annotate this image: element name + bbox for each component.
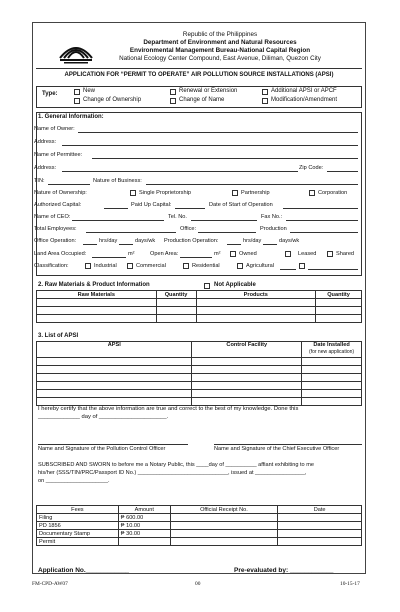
fee-amount: ₱ 600.00	[118, 514, 170, 522]
owned-checkbox[interactable]	[230, 251, 236, 257]
type-change-ownership-checkbox[interactable]	[74, 98, 80, 104]
agricultural-field[interactable]	[280, 269, 296, 270]
fees-col-fees: Fees	[37, 506, 119, 514]
fee-name: Documentary Stamp	[37, 530, 119, 538]
type-change-ownership-label: Change of Ownership	[83, 97, 142, 103]
auth-capital-label: Authorized Capital:	[34, 202, 82, 208]
address2-row	[34, 164, 56, 173]
table-row	[37, 538, 362, 546]
pco-signature-label: Name and Signature of the Pollution Control Officer	[38, 446, 166, 452]
ceo-signature-label: Name and Signature of the Chief Executive Officer	[214, 446, 340, 452]
prod-days-field[interactable]	[263, 244, 277, 245]
land-area-label: Land Area Occupied:	[34, 251, 87, 257]
paid-capital-field[interactable]	[175, 208, 205, 209]
table-row	[37, 514, 362, 522]
auth-capital-field[interactable]	[104, 208, 128, 209]
capital-row	[34, 201, 81, 210]
office-field[interactable]	[198, 232, 256, 233]
land-area-unit: m²	[128, 251, 135, 257]
ownership-row	[34, 189, 87, 198]
prod-op-label: Production Operation:	[164, 238, 219, 244]
office-op-label: Office Operation:	[34, 238, 77, 244]
industrial-checkbox[interactable]	[85, 263, 91, 269]
type-change-name-checkbox[interactable]	[170, 98, 176, 104]
certify-text-1: I hereby certify that the above information are true and correct to the best of my knowledge. Done this	[38, 406, 299, 412]
raw-col-qty2: Quantity	[316, 291, 362, 299]
agricultural-label: Agricultural	[246, 263, 274, 269]
apsi-col-control: Control Facility	[192, 342, 302, 358]
fee-amount: ₱ 30.00	[118, 530, 170, 538]
address2-label: Address:	[34, 165, 57, 171]
commercial-label: Commercial	[136, 263, 166, 269]
fees-header-row	[37, 506, 362, 514]
permittee-field[interactable]	[92, 158, 358, 159]
leased-checkbox[interactable]	[285, 251, 291, 257]
fees-col-date: Date	[278, 506, 362, 514]
tel-field[interactable]	[191, 220, 257, 221]
table-row	[37, 390, 362, 398]
corporation-label: Corporation	[318, 190, 348, 196]
open-area-unit: m²	[214, 251, 221, 257]
office-days-label: days/wk	[135, 238, 156, 244]
leased-label: Leased	[298, 251, 317, 257]
general-heading: 1. General Information:	[38, 114, 104, 120]
table-row	[37, 366, 362, 374]
office-hrs-label: hrs/day	[99, 238, 118, 244]
sworn-text-2: his/her (SSS/TIN/PRC/Passport ID No.) _____________________________, issued at ________________,	[38, 470, 307, 476]
address-field[interactable]	[62, 145, 358, 146]
nature-business-field[interactable]	[146, 184, 358, 185]
classification-label: Classification:	[34, 263, 69, 269]
sole-proprietorship-checkbox[interactable]	[130, 190, 136, 196]
type-additional-label: Additional APSI or APCF	[271, 88, 337, 94]
paid-capital-label: Paid Up Capital:	[131, 202, 172, 208]
tel-label: Tel. No.	[168, 214, 187, 220]
raw-header-row	[37, 291, 362, 299]
shared-checkbox[interactable]	[327, 251, 333, 257]
date-start-label: Date of Start of Operation	[209, 202, 273, 208]
prod-hrs-label: hrs/day	[243, 238, 262, 244]
apsi-col-date-sub: (for new application)	[309, 349, 355, 355]
form-date: 10-15-17	[340, 581, 360, 587]
office-hrs-field[interactable]	[83, 244, 97, 245]
header-department: Department of Environment and Natural Resources	[143, 39, 297, 46]
land-row	[34, 250, 86, 259]
not-applicable-checkbox[interactable]	[204, 283, 210, 289]
partnership-label: Partnership	[241, 190, 270, 196]
corporation-checkbox[interactable]	[309, 190, 315, 196]
type-modification-label: Modification/Amendment	[271, 97, 338, 103]
classification-row	[34, 262, 69, 271]
fax-field[interactable]	[286, 220, 358, 221]
production-field[interactable]	[290, 232, 358, 233]
header-address: National Ecology Center Compound, East Avenue, Diliman, Quezon City	[119, 55, 321, 62]
table-row	[37, 299, 362, 307]
open-area-label: Open Area:	[150, 251, 179, 257]
form-code: FM-CPD-AW07	[32, 581, 68, 587]
form-title: APPLICATION FOR “PERMIT TO OPERATE” AIR POLLUTION SOURCE INSTALLATIONS (APSI)	[64, 72, 334, 78]
fee-name: Filing	[37, 514, 119, 522]
agricultural-checkbox[interactable]	[237, 263, 243, 269]
tin-row	[34, 177, 45, 186]
type-new-label: New	[83, 88, 96, 94]
form-revision: 00	[195, 581, 201, 587]
open-area-field[interactable]	[180, 257, 212, 258]
ceo-field[interactable]	[72, 220, 164, 221]
type-change-name-label: Change of Name	[179, 97, 225, 103]
table-row	[37, 398, 362, 406]
commercial-checkbox[interactable]	[127, 263, 133, 269]
table-row	[37, 382, 362, 390]
apsi-table	[36, 341, 362, 406]
owner-label: Name of Owner:	[34, 126, 75, 132]
table-row	[37, 358, 362, 366]
certify-text-2: _____________ day of _____________________.	[38, 414, 169, 420]
fax-label: Fax No.:	[261, 214, 283, 220]
sworn-text-1: SUBSCRIBED AND SWORN to before me a Notary Public, this ____day of __________ affiant exhibiting to me	[38, 462, 314, 468]
employees-row	[34, 225, 77, 234]
sworn-text-3: on ____________________.	[38, 478, 110, 484]
prod-hrs-field[interactable]	[227, 244, 241, 245]
type-modification-checkbox[interactable]	[262, 98, 268, 104]
table-row	[37, 530, 362, 538]
raw-col-qty: Quantity	[156, 291, 196, 299]
pco-signature-line[interactable]	[38, 444, 188, 445]
table-row	[37, 315, 362, 323]
raw-col-products: Products	[196, 291, 316, 299]
type-renewal-label: Renewal or Extension	[179, 88, 238, 94]
raw-materials-table	[36, 290, 362, 323]
table-row	[37, 374, 362, 382]
fee-amount	[118, 538, 170, 546]
nature-business-label: Nature of Business:	[93, 178, 142, 184]
address-row	[34, 138, 56, 147]
fee-name: Permit	[37, 538, 119, 546]
pre-evaluated-by: Pre-evaluated by: ____________	[234, 567, 334, 574]
type-renewal-checkbox[interactable]	[170, 89, 176, 95]
header-bureau: Environmental Management Bureau-National Capital Region	[129, 47, 311, 54]
fee-amount: ₱ 10.00	[118, 522, 170, 530]
shared-label: Shared	[336, 251, 355, 257]
type-additional-checkbox[interactable]	[262, 89, 268, 95]
other-class-checkbox[interactable]	[299, 263, 305, 269]
office-days-field[interactable]	[119, 244, 133, 245]
type-label: Type:	[42, 91, 58, 97]
residential-checkbox[interactable]	[183, 263, 189, 269]
ceo-signature-line[interactable]	[214, 444, 362, 445]
production-label: Production	[260, 226, 287, 232]
ceo-row	[34, 213, 70, 222]
owner-row	[34, 125, 75, 134]
tin-label: TIN:	[34, 178, 45, 184]
tin-field[interactable]	[48, 184, 90, 185]
operation-row	[34, 237, 76, 246]
employees-label: Total Employees:	[34, 226, 77, 232]
type-new-checkbox[interactable]	[74, 89, 80, 95]
address2-field[interactable]	[62, 171, 298, 172]
apsi-heading: 3. List of APSI	[38, 333, 79, 339]
table-row	[37, 307, 362, 315]
raw-heading: 2. Raw Materials & Product Information	[38, 282, 150, 288]
not-applicable-label: Not Applicable	[214, 282, 256, 288]
office-label: Office:	[180, 226, 197, 232]
owned-label: Owned	[239, 251, 257, 257]
residential-label: Residential	[192, 263, 220, 269]
application-no: Application No.____________	[38, 567, 130, 574]
apsi-col-date: Date Installed (for new application)	[302, 342, 362, 358]
zip-field[interactable]	[327, 171, 358, 172]
employees-field[interactable]	[86, 232, 176, 233]
table-row	[37, 522, 362, 530]
sole-proprietorship-label: Single Proprietorship	[139, 190, 191, 196]
date-start-field[interactable]	[283, 208, 358, 209]
fees-table	[36, 505, 362, 546]
ceo-label: Name of CEO:	[34, 214, 71, 220]
address-label: Address:	[34, 139, 57, 145]
prod-days-label: days/wk	[279, 238, 300, 244]
industrial-label: Industrial	[94, 263, 117, 269]
apsi-header-row	[37, 342, 362, 358]
header-republic: Republic of the Philippines	[182, 31, 258, 38]
apsi-col-apsi: APSI	[37, 342, 192, 358]
land-area-field[interactable]	[92, 257, 126, 258]
permittee-label: Name of Permittee:	[34, 152, 83, 158]
owner-field[interactable]	[78, 132, 358, 133]
nature-ownership-label: Nature of Ownership:	[34, 190, 87, 196]
fees-col-amount: Amount	[118, 506, 170, 514]
raw-col-materials: Raw Materials	[37, 291, 157, 299]
header-divider	[36, 68, 362, 69]
zip-label: Zip Code:	[299, 165, 324, 171]
fees-col-receipt: Official Receipt No.	[170, 506, 278, 514]
permittee-row	[34, 151, 82, 160]
fee-name: PD 1856	[37, 522, 119, 530]
partnership-checkbox[interactable]	[232, 190, 238, 196]
other-class-field[interactable]	[308, 269, 358, 270]
